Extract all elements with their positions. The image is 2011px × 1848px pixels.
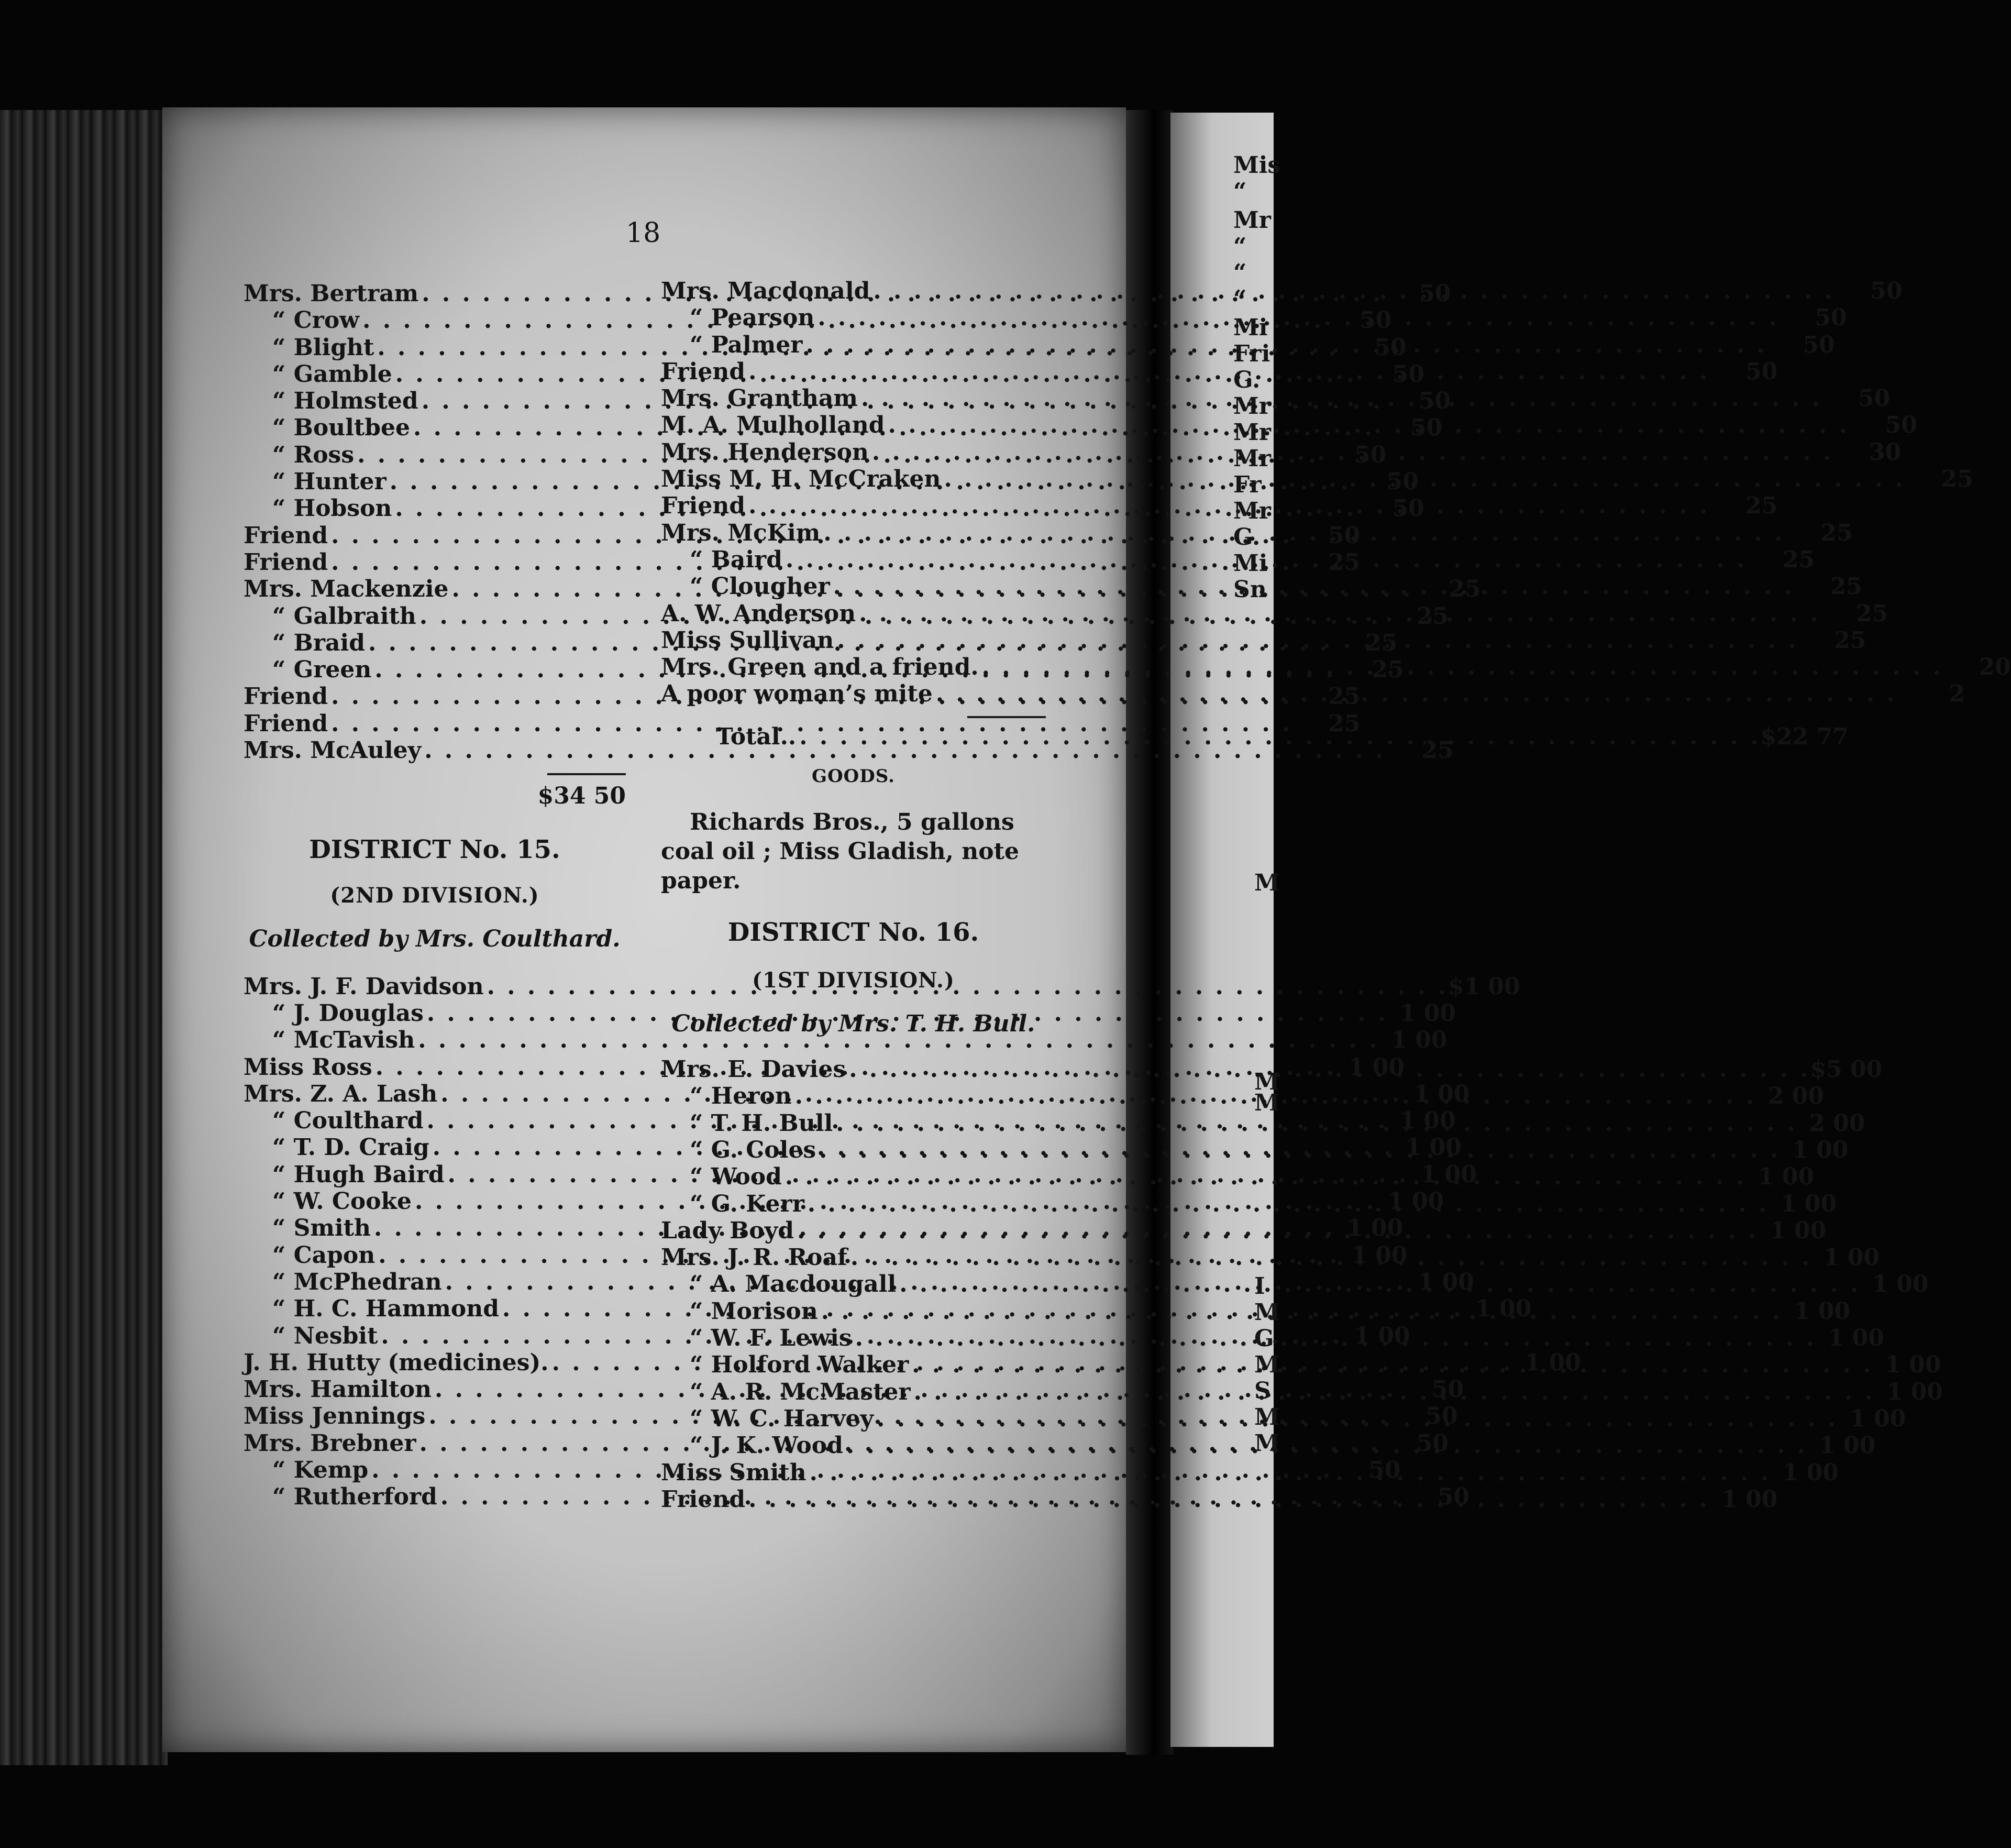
contributor-name: “ Blight [272, 334, 374, 361]
contributor-name: “ Capon [272, 1241, 375, 1269]
leader-dots [804, 1191, 1769, 1217]
contributor-name: Miss Smith [661, 1459, 806, 1486]
contributor-name: Mrs. J. F. Davidson [244, 973, 484, 1000]
contributor-name: “ G. Coles [690, 1136, 816, 1163]
contribution-amount: $5 00 [1810, 1056, 1883, 1083]
leader-dots [885, 412, 1849, 438]
contribution-amount: 1 00 [1792, 1136, 1849, 1163]
contributor-name: Friend [244, 710, 328, 737]
district-15-collector: Collected by Mrs. Coulthard. [249, 925, 621, 952]
contributor-name: “ Holmsted [272, 388, 418, 415]
adjacent-page-text-fragment: S [1254, 1378, 1271, 1404]
contribution-amount: 50 [1410, 414, 1443, 442]
contribution-amount: 1 00 [1348, 1053, 1405, 1081]
contribution-amount: 1 00 [1399, 1107, 1456, 1135]
list-item [661, 1271, 1929, 1298]
contribution-amount: 1 00 [1347, 1215, 1404, 1242]
leader-dots [856, 600, 1820, 627]
contribution-amount: 25 [1856, 600, 1888, 627]
adjacent-page-text-fragment: Mi [1233, 314, 1268, 341]
contribution-amount: 2 [1949, 680, 1965, 708]
leader-dots [806, 1456, 1771, 1486]
district-15-division: (2ND DIVISION.) [330, 883, 539, 908]
leader-dots [794, 1217, 1758, 1244]
leader-dots [818, 1298, 1782, 1325]
contribution-amount: 1 00 [1758, 1163, 1815, 1191]
leader-dots [814, 304, 1778, 331]
list-item [244, 1027, 1448, 1054]
total-rule [967, 716, 1046, 718]
subtotal-row [244, 783, 626, 809]
leader-dots [896, 1268, 1860, 1297]
contributor-name: “ Holford Walker [690, 1351, 909, 1379]
leader-dots [933, 680, 1897, 707]
leader-dots [874, 1405, 1838, 1432]
contribution-amount: 25 [1941, 466, 1973, 493]
leader-dots [816, 1137, 1780, 1163]
contribution-amount: 25 [1834, 626, 1866, 654]
contribution-amount: 25 [1745, 492, 1778, 520]
contribution-amount: 50 [1432, 1376, 1464, 1403]
contributor-name: “ Green [272, 656, 372, 684]
leader-dots [909, 1351, 1873, 1378]
leader-dots [869, 439, 1833, 466]
contribution-amount: 50 [1426, 1403, 1458, 1430]
contributor-name: M. A. Mulholland [661, 412, 885, 439]
contributor-name: Mrs. Macdonald [661, 278, 870, 304]
contributor-name: “ Baird [690, 546, 782, 573]
adjacent-page-text-fragment: Fri [1233, 340, 1270, 367]
leader-dots [870, 278, 1834, 304]
contribution-amount: 25 [1421, 737, 1454, 764]
leader-dots [782, 546, 1747, 573]
adjacent-page-text-fragment: “ [1233, 178, 1247, 205]
contributor-name: Friend [244, 548, 328, 576]
adjacent-page-text-fragment: M [1254, 1404, 1280, 1431]
contribution-amount: 50 [1416, 1429, 1449, 1457]
contributor-name: “ Kemp [272, 1456, 369, 1483]
total-amount: $22 77 [1760, 723, 1849, 750]
contributor-name: “ G. Kerr [690, 1190, 804, 1217]
contribution-amount: 50 [1419, 280, 1451, 307]
contributor-name: “ A. R. McMaster [690, 1378, 911, 1405]
contributor-name: “ A. Macdougall [690, 1271, 897, 1298]
leader-dots [792, 1080, 1756, 1109]
contribution-amount: 25 [1328, 548, 1361, 576]
adjacent-page-text-fragment: Mi [1233, 550, 1268, 577]
right-list-b [661, 1056, 1943, 1513]
contribution-amount: 1 00 [1405, 1134, 1462, 1161]
contributor-name: “ Braid [272, 629, 365, 656]
contribution-amount: 50 [1745, 358, 1778, 385]
contributor-name: “ Heron [690, 1083, 792, 1110]
adjacent-page-text-fragment: M [1254, 1430, 1280, 1457]
contributor-name: “ McPhedran [272, 1268, 442, 1295]
list-item [661, 626, 1866, 654]
contribution-amount: 1 00 [1780, 1190, 1837, 1217]
contributor-name: “ Pearson [690, 304, 815, 332]
contribution-amount: 50 [1858, 385, 1891, 412]
contribution-amount: 50 [1386, 468, 1419, 496]
contribution-amount: 1 00 [1418, 1268, 1474, 1295]
contribution-amount: 25 [1830, 573, 1862, 600]
goods-heading: GOODS. [812, 766, 895, 787]
contributor-name: A. W. Anderson [661, 600, 856, 627]
contribution-amount: 1 00 [1354, 1322, 1410, 1349]
contribution-amount: 1 00 [1391, 1027, 1448, 1054]
list-item [661, 600, 1888, 627]
total-label: Total.. [716, 723, 797, 750]
leader-dots [745, 1486, 1709, 1513]
list-item [661, 1217, 1827, 1244]
contributor-name: Mrs. Henderson [661, 438, 869, 466]
adjacent-page-text-fragment: Fr [1233, 471, 1262, 498]
contributor-name: “ Coulthard [272, 1107, 424, 1135]
contribution-amount: 1 00 [1794, 1297, 1850, 1325]
contribution-amount: $1 00 [1448, 973, 1520, 1000]
adjacent-page-text-fragment: M [1254, 1090, 1280, 1116]
contribution-amount: 50 [1368, 1456, 1401, 1483]
adjacent-page-text-fragment: Mr [1233, 393, 1271, 420]
district-15-title: DISTRICT No. 15. [309, 834, 560, 864]
contributor-name: “ H. C. Hammond [272, 1295, 500, 1323]
contributor-name: Friend [661, 1486, 746, 1513]
contributor-name: Lady Boyd [661, 1217, 794, 1244]
contributor-name: Miss Sullivan [661, 626, 834, 654]
contribution-amount: 25 [1365, 629, 1398, 656]
goods-text: Richards Bros., 5 gallons coal oil ; Miss Gladish, note paper. [661, 809, 1019, 895]
contributor-name: “ Nesbit [272, 1322, 378, 1349]
contributor-name: “ Ross [272, 441, 355, 468]
district-16-collector: Collected by Mrs. T. H. Bull. [671, 1010, 1035, 1038]
contribution-amount: 25 [1328, 710, 1361, 737]
leader-dots [833, 1110, 1797, 1137]
leader-dots [852, 1322, 1816, 1351]
contributor-name: A poor woman’s mite [661, 680, 933, 708]
adjacent-page-text-fragment: M [1254, 1299, 1280, 1326]
contributor-name: “ J. Douglas [272, 999, 424, 1027]
contributor-name: “ Galbraith [272, 602, 416, 630]
contribution-amount: 1 00 [1721, 1486, 1778, 1513]
adjacent-page-text-fragment: Mr [1233, 498, 1271, 524]
contributor-name: “ Palmer [690, 331, 803, 358]
list-item [661, 278, 1903, 304]
list-item [661, 385, 1891, 412]
leader-dots [830, 573, 1794, 603]
page-number: 18 [626, 217, 661, 249]
contribution-amount: 25 [1328, 683, 1361, 710]
contributor-name: “ W. F. Lewis [690, 1325, 852, 1352]
contribution-amount: 20 [1979, 654, 2011, 681]
adjacent-page-text-fragment: “ [1233, 285, 1247, 312]
adjacent-page-text-fragment: G. [1233, 367, 1261, 393]
list-item [661, 1136, 1849, 1163]
adjacent-page-text-fragment: Mr [1233, 419, 1271, 446]
subtotal-rule [547, 773, 626, 775]
contributor-name: Mrs. McKim [661, 519, 821, 546]
contributor-name: Miss M. H. McCraken [661, 466, 941, 493]
contribution-amount: 25 [1372, 656, 1404, 684]
contribution-amount: 1 00 [1770, 1217, 1827, 1244]
contributor-name: Mrs. Brebner [244, 1429, 416, 1457]
contribution-amount: 1 00 [1351, 1241, 1408, 1269]
leader-dots [843, 1429, 1807, 1459]
contributor-name: “ Hugh Baird [272, 1161, 445, 1188]
contribution-amount: 50 [1360, 307, 1392, 334]
contributor-name: “ Rutherford [272, 1483, 437, 1511]
contribution-amount: 2 00 [1809, 1109, 1865, 1137]
list-item [661, 1325, 1884, 1352]
list-item [244, 737, 1454, 764]
list-item [661, 358, 1778, 385]
adjacent-page-text-fragment: Mr [1233, 207, 1271, 234]
adjacent-page-text-fragment: I [1254, 1273, 1265, 1300]
district-16-title: DISTRICT No. 16. [727, 918, 979, 948]
adjacent-page-text-fragment: M [1254, 1069, 1280, 1095]
contribution-amount: 1 00 [1420, 1161, 1477, 1188]
adjacent-page-text-fragment: G. [1233, 524, 1261, 551]
contributor-name: “ Gamble [272, 360, 392, 388]
contributor-name: Mrs. Grantham [661, 385, 858, 412]
leader-dots [803, 332, 1767, 358]
contribution-amount: 1 00 [1886, 1378, 1943, 1405]
contributor-name: Friend [661, 492, 746, 520]
contribution-amount: 1 00 [1413, 1080, 1470, 1107]
contribution-amount: 1 00 [1819, 1432, 1876, 1459]
contributor-name: Mrs. Mackenzie [244, 576, 449, 603]
contributor-name: Mrs. Bertram [244, 280, 419, 307]
district-16-division: (1ST DIVISION.) [752, 968, 955, 993]
book-spine [0, 110, 168, 1765]
contribution-amount: 2 00 [1767, 1083, 1824, 1110]
leader-dots [858, 385, 1822, 415]
contribution-amount: 25 [1783, 546, 1815, 573]
adjacent-page-text-fragment: Sn [1233, 576, 1267, 603]
list-item [661, 1190, 1837, 1217]
contribution-amount: 1 00 [1885, 1351, 1941, 1379]
contributor-name: “ Hunter [272, 468, 386, 496]
contribution-amount: 50 [1418, 388, 1451, 415]
contributor-name: “ T. D. Craig [272, 1134, 429, 1161]
contributor-name: J. H. Hutty (medicines). [244, 1349, 549, 1376]
contributor-name: “ Crow [272, 307, 360, 334]
contributor-name: Friend [244, 683, 328, 710]
contribution-amount: 25 [1449, 576, 1481, 603]
subtotal-amount: $34 50 [537, 783, 626, 810]
contribution-amount: 50 [1354, 441, 1387, 468]
contribution-amount: 1 00 [1823, 1244, 1880, 1271]
contribution-amount: 50 [1885, 412, 1917, 439]
list-item [661, 1351, 1941, 1379]
contributor-name: Mrs. Z. A. Lash [244, 1080, 438, 1107]
contributor-name: “ Clougher [690, 573, 830, 600]
contribution-amount: 50 [1328, 522, 1361, 549]
leader-dots [847, 1241, 1811, 1271]
contribution-amount: 1 00 [1524, 1349, 1581, 1376]
contributor-name: “ W. C. Harvey [690, 1405, 874, 1432]
contributor-name: “ Smith [272, 1215, 371, 1242]
contribution-amount: 1 00 [1388, 1188, 1444, 1215]
adjacent-page-text-fragment: “ [1233, 233, 1247, 260]
contributor-name: “ T. H. Bull [690, 1109, 833, 1137]
contributor-name: Friend [244, 522, 328, 549]
contribution-amount: 50 [1374, 334, 1407, 361]
contributor-name: Miss Ross [244, 1053, 372, 1081]
contribution-amount: 50 [1437, 1483, 1470, 1511]
leader-dots [979, 654, 1943, 680]
leader-dots [820, 520, 1784, 546]
contributor-name: Mrs. McAuley [244, 737, 422, 764]
contribution-amount: 1 00 [1850, 1405, 1906, 1432]
adjacent-page-text-fragment: Mis [1233, 152, 1281, 179]
contribution-amount: 25 [1416, 602, 1449, 630]
contribution-amount: 50 [1803, 331, 1835, 358]
contribution-amount: 1 00 [1872, 1271, 1929, 1298]
contributor-name: “ Boultbee [272, 414, 410, 442]
adjacent-page-text-fragment: M [1254, 870, 1280, 896]
contributor-name: Mrs. Hamilton [244, 1376, 432, 1403]
contributor-name: Miss Jennings [244, 1403, 426, 1430]
contribution-amount: 1 00 [1400, 999, 1456, 1027]
contributor-name: Mrs. Green and a friend. [661, 654, 979, 681]
contributor-name: “ McTavish [272, 1027, 415, 1054]
leader-dots [782, 1163, 1746, 1190]
adjacent-page-text-fragment: “ [1233, 259, 1247, 286]
leader-dots [745, 492, 1709, 519]
leader-dots [941, 466, 1905, 492]
list-item [661, 1163, 1815, 1191]
contribution-amount: 1 00 [1828, 1325, 1884, 1352]
adjacent-page-text-fragment: G [1254, 1325, 1274, 1352]
contributor-name: Mrs. J. R. Roaf [661, 1244, 847, 1271]
contributor-name: Mrs. E. Davies [661, 1056, 846, 1083]
contributor-name: “ Morison [690, 1297, 818, 1325]
adjacent-page-text-fragment: Mr [1233, 445, 1271, 472]
adjacent-page-text-fragment: M [1254, 1351, 1280, 1378]
list-item [661, 1244, 1880, 1271]
total-leader-dots [796, 723, 1760, 750]
contribution-amount: 1 00 [1782, 1459, 1839, 1486]
contribution-amount: 50 [1815, 304, 1847, 332]
contribution-amount: 50 [1392, 495, 1424, 522]
contributor-name: “ W. Cooke [272, 1188, 412, 1215]
contributor-name: “ Hobson [272, 495, 392, 522]
leader-dots [745, 358, 1709, 385]
contribution-amount: 25 [1820, 519, 1853, 546]
contribution-amount: 30 [1869, 438, 1902, 466]
leader-dots [911, 1379, 1875, 1405]
list-item [661, 1297, 1850, 1325]
contribution-amount: 1 00 [1475, 1295, 1532, 1323]
contributor-name: “ Wood [690, 1163, 782, 1191]
contributor-name: “ J. K. Wood [690, 1432, 843, 1459]
leader-dots [834, 627, 1798, 654]
contribution-amount: 50 [1870, 278, 1903, 304]
contribution-amount: 50 [1392, 360, 1424, 388]
contributor-name: Friend [661, 358, 746, 385]
leader-dots [846, 1053, 1810, 1083]
